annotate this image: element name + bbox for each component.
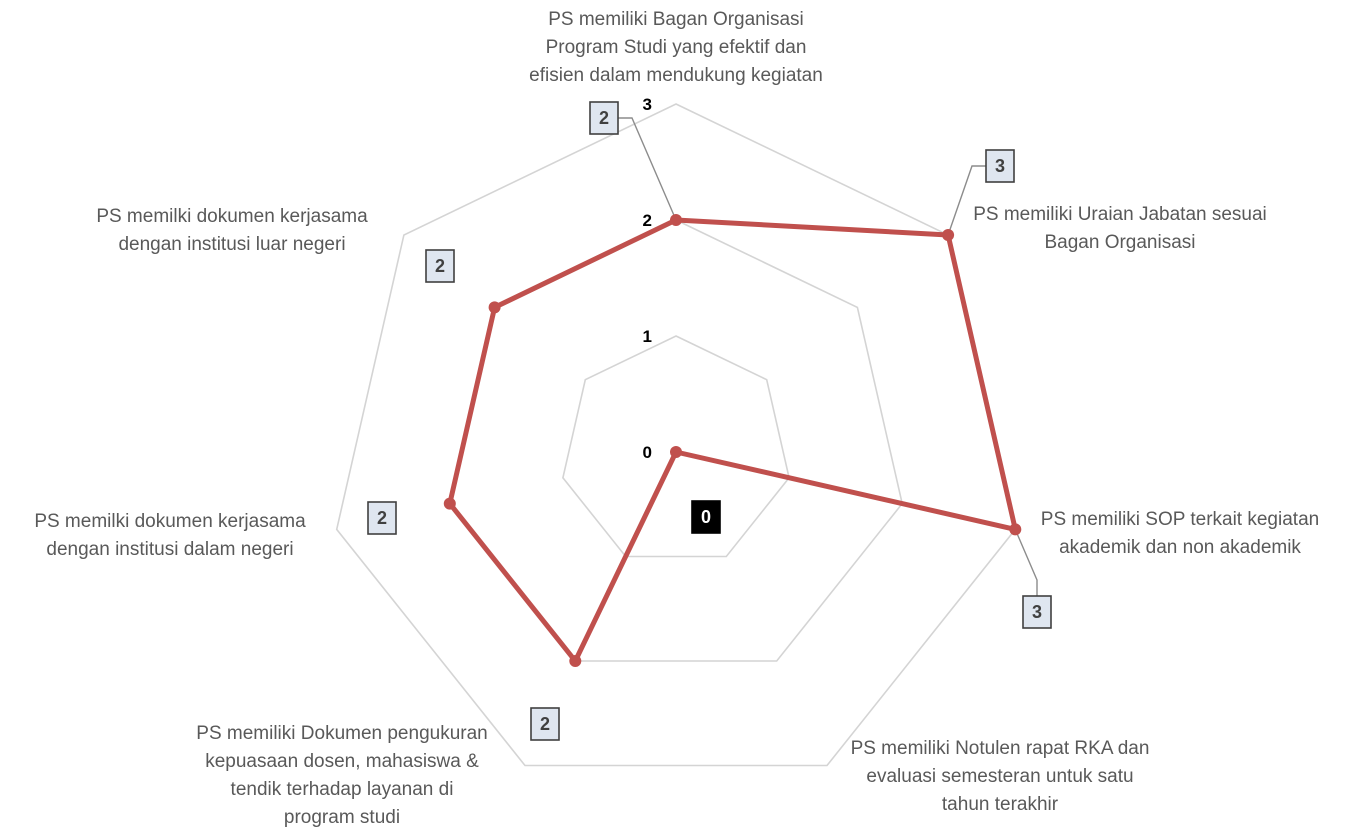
tick-label: 3 [642, 95, 652, 114]
category-labels [34, 9, 1319, 828]
data-point [569, 655, 581, 667]
radar-grid [337, 104, 1016, 766]
data-point [942, 229, 954, 241]
tick-label: 0 [642, 443, 652, 462]
data-point [1009, 523, 1021, 535]
tick-label: 2 [642, 211, 652, 230]
data-label: 0 [700, 507, 712, 527]
data-label: 2 [376, 508, 388, 528]
category-label: PS memiliki Dokumen pengukuran kepuasaan dosen, mahasiswa & tendik terhadap layanan di program studi [196, 723, 488, 828]
data-label: 2 [539, 714, 551, 734]
data-point [670, 446, 682, 458]
radial-tick-labels [643, 95, 652, 462]
data-label: 2 [434, 256, 446, 276]
data-point [670, 214, 682, 226]
data-label: 2 [598, 108, 610, 128]
data-point [444, 498, 456, 510]
grid-ring-3 [337, 104, 1016, 766]
category-label: PS memilki dokumen kerjasama dengan institusi dalam negeri [34, 511, 306, 560]
category-label: PS memiliki Notulen rapat RKA dan evaluasi semesteran untuk satu tahun terakhir [850, 738, 1150, 815]
series-group [444, 214, 1022, 667]
category-label: PS memiliki SOP terkait kegiatan akademik dan non akademik [1040, 509, 1320, 558]
data-label: 3 [994, 156, 1006, 176]
series-line [450, 220, 1016, 661]
category-label: PS memiliki Bagan Organisasi Program Studi yang efektif dan efisien dalam mendukung kegiatan [529, 9, 823, 86]
grid-ring-2 [450, 220, 902, 661]
category-label: PS memiliki Uraian Jabatan sesuai Bagan Organisasi [973, 204, 1267, 253]
data-point [489, 301, 501, 313]
leader-line [1015, 529, 1037, 596]
tick-label: 1 [642, 327, 652, 346]
leader-line [618, 118, 676, 220]
data-label: 3 [1031, 602, 1043, 622]
category-label: PS memilki dokumen kerjasama dengan institusi luar negeri [96, 206, 368, 255]
